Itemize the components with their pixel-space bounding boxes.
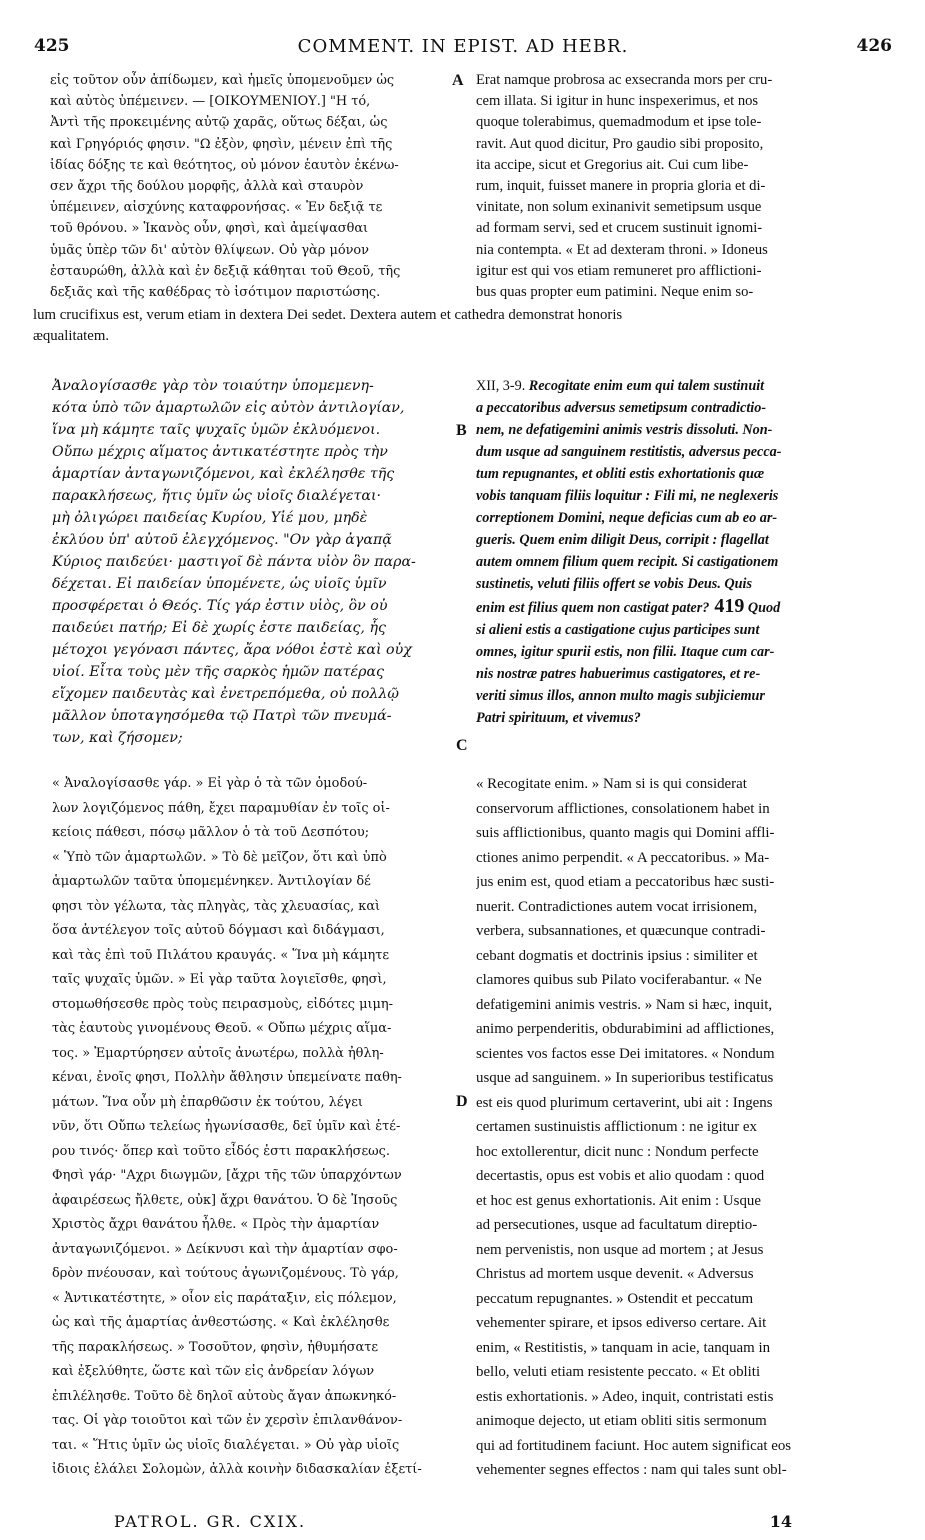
text-line: μέτοχοι γεγόνασι πάντες, ἄρα νόθοι ἐστὲ καὶ οὐχ (52, 642, 412, 658)
text-line: Φησὶ γάρ· "Αχρι διωγμῶν, [ἄχρι τῆς τῶν ὑπαρχόντων (52, 1168, 402, 1183)
text-line: μάτων. Ἵνα οὖν μὴ ἐπαρθῶσιν ἐκ τούτου, λέγει (52, 1094, 363, 1110)
text-line: certamen sustinuistis afflictionum : ne igitur ex (476, 1119, 757, 1135)
text-line: lum crucifixus est, verum etiam in dextera Dei sedet. Dextera autem et cathedra demonstrat honoris (33, 307, 623, 323)
text-line: των, καὶ ζήσομεν; (52, 730, 183, 746)
text-line: ad formam servi, sed et crucem sustinuit ignomi- (476, 220, 763, 237)
text-line: bello, veluti etiam resistente peccato. « Et obliti (476, 1364, 761, 1380)
text-line: quoque tolerabimus, quemadmodum et ipse tole- (476, 114, 762, 131)
text-line: καὶ ἐξελύθητε, ὥστε καὶ τῶν εἰς ἀνδρείαν λόγων (52, 1364, 375, 1379)
text-line: decertastis, opus est vobis et alio quodam : quod (476, 1168, 765, 1184)
text-line: « Recogitate enim. » Nam si is qui considerat (476, 776, 747, 792)
text-segment: nis nostræ patres habuerimus castigatores, et re- (476, 666, 761, 682)
text-line: μᾶλλον ὑποταγησόμεθα τῷ Πατρὶ τῶν πνευμά- (52, 708, 392, 724)
text-line: æqualitatem. (33, 328, 110, 345)
text-segment: nem, ne defatigemini animis vestris dissoluti. Non- (476, 422, 773, 438)
text-line: animoque dejecto, ut etiam obliti sitis sermonum (476, 1413, 767, 1429)
text-segment: vobis tanquam filiis loquitur : Fili mi, ne neglexeris (476, 488, 779, 504)
text-line (476, 551, 896, 573)
text-line (476, 375, 896, 397)
text-line: igitur est qui vos etiam remuneret pro afflictioni- (476, 262, 762, 279)
text-line: Ἀντὶ τῆς προκειμένης αὐτῷ χαρᾶς, οὕτως δέξαι, ὡς (50, 115, 388, 131)
text-line (476, 707, 896, 729)
text-line: « Ἀναλογίσασθε γάρ. » Εἰ γὰρ ὁ τὰ τῶν ὁμοδού- (52, 776, 368, 791)
text-line: animo perpenderitis, obdurabimini ad afflictiones, (476, 1021, 775, 1037)
text-line: et hoc est genus exhortationis. Ait enim : Usque (476, 1192, 761, 1209)
text-segment: Patri spirituum, et vivemus? (476, 710, 641, 726)
sheet-number: 14 (769, 1512, 792, 1531)
text-line: ὑπέμεινεν, αἰσχύνης καταφρονήσας. « Ἐν δεξιᾷ τε (50, 200, 383, 216)
text-line: ad persecutiones, usque ad facultatum direptio- (476, 1217, 758, 1233)
text-line: nuerit. Contradictiones autem vocat irrisionem, (476, 898, 758, 915)
latin-commentary-block3 (476, 772, 896, 1483)
text-line: conservorum afflictiones, consolationem habet in (476, 800, 770, 817)
text-segment: a peccatoribus adversus semetipsum contradictio- (476, 400, 767, 416)
text-line: nem pervenistis, non usque ad mortem ; at Jesus (476, 1241, 764, 1258)
text-segment: tum repugnantes, et obliti estis exhortationis quæ (476, 466, 765, 482)
text-line: κέναι, ἐνοῖς φησι, Πολλὴν ἄθλησιν ὑπεμείνατε παθη- (52, 1070, 402, 1085)
text-line: vehementer spirare, et ipsos ediverso certare. Ait (476, 1315, 767, 1331)
text-line: δρὸν πνέουσαν, καὶ τούτους ἀγωνιζομένους. Τὸ γάρ, (52, 1266, 399, 1281)
page-number-left: 425 (34, 36, 70, 56)
text-line (476, 529, 896, 551)
text-line: ita accipe, sicut et Gregorius ait. Cui cum libe- (476, 156, 749, 173)
text-line: hoc extollerentur, dicit nunc : Nondum perfecte (476, 1143, 759, 1160)
text-segment: sustinetis, veluti filiis offert se vobis Deus. Quis (476, 576, 753, 592)
text-line: usque ad sanguinem. » In superioribus testificatus (476, 1070, 774, 1086)
text-line: σεν ἄχρι τῆς δούλου μορφῆς, ἀλλὰ καὶ σταυρὸν (50, 179, 364, 195)
text-line: κείοις πάθεσι, πόσῳ μᾶλλον ὁ τὰ τοῦ Δεσπότου; (52, 825, 370, 840)
text-line: ravit. Aut quod dicitur, Pro gaudio sibi proposito, (476, 135, 764, 152)
text-line: ρου τινός· ὅπερ καὶ τοῦτο εἶδός ἐστι παρακλήσεως. (52, 1143, 390, 1159)
text-segment: dum usque ad sanguinem restitistis, adversus pecca- (476, 444, 782, 460)
text-line (476, 441, 896, 463)
text-line: τῆς παρακλήσεως. » Τοσοῦτον, φησὶν, ἠθυμήσατε (52, 1339, 379, 1355)
page-header (34, 36, 892, 64)
signature-mark: PATROL. GR. CXIX. (114, 1512, 307, 1531)
text-line: μὴ ὀλιγώρει παιδείας Κυρίου, Υἱέ μου, μηδὲ (52, 510, 368, 526)
verse-reference: XII, 3-9. (476, 378, 529, 394)
text-line: υἱοί. Εἶτα τοὺς μὲν τῆς σαρκὸς ἡμῶν πατέρας (52, 664, 384, 680)
text-line: ἀφαιρέσεως ἤλθετε, οὐκ] ἄχρι θανάτου. Ὁ δὲ Ἰησοῦς (52, 1192, 398, 1208)
text-line (476, 595, 896, 619)
greek-commentary-block3 (52, 772, 456, 1483)
text-line: ἐσταυρώθη, ἀλλὰ καὶ ἐν δεξιᾷ κάθηται τοῦ Θεοῦ, τῆς (50, 263, 401, 279)
text-line (476, 397, 896, 419)
text-line: ctiones animo perpendit. « A peccatoribus. » Ma- (476, 849, 770, 866)
text-line: κότα ὑπὸ τῶν ἁμαρτωλῶν εἰς αὐτὸν ἀντιλογίαν, (52, 400, 405, 416)
text-line: νῦν, ὅτι Οὔπω τελείως ἠγωνίσασθε, δεῖ ὑμῖν καὶ ἑτέ- (52, 1119, 401, 1134)
text-line: καὶ τὰς ἐπὶ τοῦ Πιλάτου κραυγάς. « Ἵνα μὴ κάμητε (52, 947, 390, 963)
text-line (476, 419, 896, 441)
column-number: 419 (709, 595, 745, 617)
text-line: στομωθήσεσθε πρὸς τοὺς πειρασμοὺς, εἰδότες μιμη- (52, 996, 393, 1012)
text-line: ἁμαρτωλῶν ταῦτα ὑπομεμένηκεν. Ἀντιλογίαν δέ (52, 874, 371, 889)
text-segment: Recogitate enim eum qui talem sustinuit (528, 378, 765, 394)
margin-marker-b: B (456, 422, 467, 439)
text-line: rum, inquit, fuisset manere in propria gloria et di- (476, 178, 766, 195)
text-line: ὡς καὶ τῆς ἁμαρτίας ἀνθεστώσης. « Καὶ ἐκλέλησθε (52, 1315, 390, 1330)
text-line: ἐπιλέλησθε. Τοῦτο δὲ δηλοῖ αὐτοὺς ἄγαν ἀπωκνηκό- (52, 1388, 397, 1404)
text-line: « Ἀντικατέστητε, » οἷον εἰς παράταξιν, εἰς πόλεμον, (52, 1290, 397, 1306)
margin-marker-d: D (456, 1093, 468, 1110)
text-line: παρακλήσεως, ἥτις ὑμῖν ὡς υἱοῖς διαλέγεται· (52, 488, 382, 504)
text-line: δεξιᾶς καὶ τῆς καθέδρας τὸ ἰσότιμον παριστώσης. (50, 285, 381, 301)
running-title: COMMENT. IN EPIST. AD HEBR. (297, 36, 629, 57)
text-line: Κύριος παιδεύει· μαστιγοῖ δὲ πάντα υἱὸν ὃν παρα- (52, 554, 416, 570)
text-segment: correptionem Domini, neque deficias cum ab eo ar- (476, 510, 778, 526)
text-line: vehementer segnes effectos : nam qui tales sunt obl- (476, 1462, 787, 1478)
text-line: ταῖς ψυχαῖς ὑμῶν. » Εἰ γὰρ ταῦτα λογιεῖσθε, φησὶ, (52, 972, 387, 987)
text-line: ὑμᾶς ὑπὲρ τῶν δι' αὐτὸν θλίψεων. Οὐ γὰρ μόνον (50, 242, 370, 258)
text-line: verbera, subsannationes, et quæcunque contradi- (476, 923, 766, 939)
text-line: εἴχομεν παιδευτὰς καὶ ἐνετρεπόμεθα, οὐ πολλῷ (52, 686, 399, 702)
text-line: Christus ad mortem usque devenit. « Adversus (476, 1266, 754, 1282)
text-line: ἐκλύου ὑπ' αὐτοῦ ἐλεγχόμενος. "Ον γὰρ ἀγαπᾷ (52, 532, 392, 548)
text-line: scientes vos factos esse Dei imitatores. « Nondum (476, 1045, 775, 1062)
text-line: λων λογιζόμενος πάθη, ἔχει παραμυθίαν ἐν τοῖς οἰ- (52, 800, 390, 816)
text-line: τοῦ θρόνου. » Ἱκανὸς οὖν, φησὶ, καὶ ἀμείψασθαι (50, 221, 369, 237)
text-line: « Ὑπὸ τῶν ἁμαρτωλῶν. » Τὸ δὲ μεῖζον, ὅτι καὶ ὑπὸ (52, 849, 387, 865)
text-line: τας. Οἱ γὰρ τοιοῦτοι καὶ τῶν ἐν χερσὶν ἐπιλανθάνον- (52, 1413, 403, 1428)
text-line (476, 573, 896, 595)
text-line: φησι τὸν γέλωτα, τὰς πληγὰς, τὰς χλευασίας, καὶ (52, 898, 381, 914)
text-line: τὰς ἑαυτοὺς γινομένους Θεοῦ. « Οὔπω μέχρις αἵμα- (52, 1021, 392, 1036)
text-line: προσφέρεται ὁ Θεός. Τίς γάρ ἐστιν υἱὸς, ὃν οὐ (52, 598, 388, 614)
text-line: καὶ αὐτὸς ὑπέμεινεν. — [ΟΙΚΟΥΜΕΝΙΟΥ.] "Η τό, (50, 94, 371, 110)
text-line: nia contempta. « Et ad dexteram throni. » Idoneus (476, 241, 768, 258)
text-line: δέχεται. Εἰ παιδείαν ὑπομένετε, ὡς υἱοῖς ὑμῖν (52, 576, 387, 592)
text-line (476, 619, 896, 641)
text-line (476, 507, 896, 529)
text-line: ἀνταγωνιζόμενοι. » Δείκνυσι καὶ τὴν ἁμαρτίαν σφο- (52, 1241, 398, 1257)
text-line: est eis quod plurimum certaverint, ubi ait : Ingens (476, 1094, 773, 1111)
text-line: suis afflictionibus, quanto magis qui Domini affli- (476, 825, 775, 841)
page-number-right: 426 (856, 36, 892, 56)
text-line: ἰδιοις ἐλάλει Σολομὼν, ἀλλὰ κοινὴν διδασκαλίαν ἐξετί- (52, 1462, 422, 1477)
text-line: enim, « Restitistis, » tanquam in acie, tanquam in (476, 1339, 771, 1356)
greek-scripture-block2 (52, 375, 456, 749)
text-line: τος. » Ἐμαρτύρησεν αὐτοῖς ἀνωτέρω, πολλὰ ἠθλη- (52, 1045, 384, 1061)
text-line: cem illata. Si igitur in hunc inspexerimus, et nos (476, 93, 759, 110)
text-segment: gueris. Quem enim diligit Deus, corripit : flagellat (476, 532, 769, 548)
latin-column-block1 (476, 70, 896, 303)
text-line (476, 463, 896, 485)
text-line: καὶ Γρηγόριός φησιν. "Ω ἐξὸν, φησὶν, μένειν ἐπὶ τῆς (50, 136, 393, 152)
text-line (476, 641, 896, 663)
text-segment: autem omnem filium quem recipit. Si castigationem (476, 554, 779, 570)
text-line (476, 685, 896, 707)
text-line: ὅσα ἀντέλεγον τοῖς αὐτοῦ δόγμασι καὶ διδάγμασι, (52, 923, 385, 938)
text-line: clamores quibus sub Pilato vociferabantur. « Ne (476, 972, 762, 988)
margin-marker-a: A (452, 72, 464, 89)
text-line: vinitate, non solum exinanivit semetipsum usque (476, 199, 762, 216)
text-segment: Quod (744, 600, 781, 616)
latin-scripture-block2 (476, 375, 896, 729)
text-line: εἰς τοῦτον οὖν ἀπίδωμεν, καὶ ἡμεῖς ὑπομενοῦμεν ὡς (50, 73, 395, 88)
text-line: cebant dogmatis et doctrinis ipsius : similiter et (476, 947, 758, 964)
text-segment: si alieni estis a castigatione cujus participes sunt (476, 622, 760, 638)
text-line: ἵνα μὴ κάμητε ταῖς ψυχαῖς ὑμῶν ἐκλυόμενοι. (52, 422, 381, 438)
text-line (476, 663, 896, 685)
text-line: qui ad fortitudinem faciunt. Hoc autem significat eos (476, 1437, 792, 1454)
text-line: defatigemini animis vestris. » Nam si hæc, inquit, (476, 996, 773, 1013)
text-segment: veriti simus illos, annon multo magis subjiciemur (476, 688, 765, 704)
text-segment: enim est filius quem non castigat pater? (476, 600, 710, 616)
greek-column-block1 (50, 70, 468, 303)
text-line: ἁμαρτίαν ἀνταγωνιζόμενοι, καὶ ἐκλέλησθε τῆς (52, 466, 395, 482)
latin-full-width-block1 (33, 305, 893, 347)
page-footer (34, 1512, 892, 1536)
text-line: bus quas propter eum patimini. Neque enim so- (476, 284, 754, 301)
text-line: estis exhortationis. » Adeo, inquit, contristati estis (476, 1388, 774, 1405)
text-segment: omnes, igitur spurii estis, non filii. Itaque cum car- (476, 644, 775, 660)
margin-marker-c: C (456, 737, 468, 754)
text-line: Οὔπω μέχρις αἵματος ἀντικατέστητε πρὸς τὴν (52, 444, 388, 460)
text-line: peccatum repugnantes. » Ostendit et peccatum (476, 1290, 754, 1307)
text-line (476, 485, 896, 507)
text-line: Erat namque probrosa ac exsecranda mors per cru- (476, 72, 773, 88)
text-line: Χριστὸς ἄχρι θανάτου ἦλθε. « Πρὸς τὴν ἁμαρτίαν (52, 1217, 380, 1232)
text-line: Ἀναλογίσασθε γὰρ τὸν τοιαύτην ὑπομεμενη- (52, 378, 374, 394)
text-line: jus enim est, quod etiam a peccatoribus hæc susti- (476, 874, 775, 890)
text-line: ἰδίας δόξης τε καὶ θεότητος, οὐ μόνον ἑαυτὸν ἐκένω- (50, 157, 399, 173)
text-line: παιδεύει πατήρ; Εἰ δὲ χωρίς ἐστε παιδείας, ἧς (52, 620, 386, 636)
text-line: ται. « Ἥτις ὑμῖν ὡς υἱοῖς διαλέγεται. » Οὐ γὰρ υἱοῖς (52, 1437, 400, 1453)
